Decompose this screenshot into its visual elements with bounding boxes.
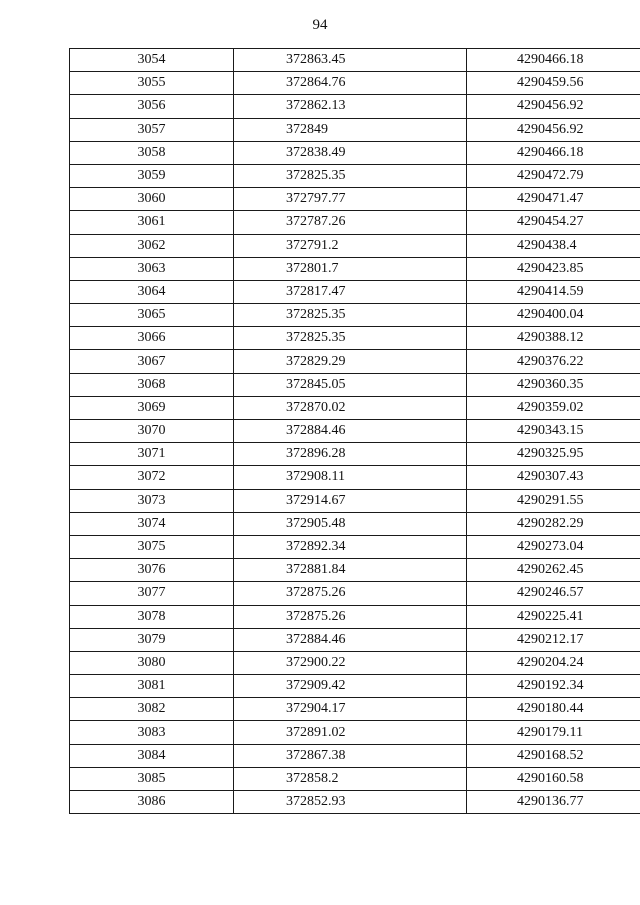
y-coordinate-cell: 4290471.47 (467, 188, 640, 211)
point-number-cell: 3061 (70, 211, 234, 234)
x-coordinate-cell: 372829.29 (234, 350, 467, 373)
table-row (70, 698, 640, 721)
point-number-cell: 3066 (70, 327, 234, 350)
table-row (70, 675, 640, 698)
table-row (70, 420, 640, 443)
point-number-cell: 3068 (70, 373, 234, 396)
point-number-cell: 3079 (70, 628, 234, 651)
y-coordinate-cell: 4290438.4 (467, 234, 640, 257)
point-number-cell: 3054 (70, 49, 234, 72)
point-number-cell: 3055 (70, 72, 234, 95)
y-coordinate-cell: 4290456.92 (467, 95, 640, 118)
point-number-cell: 3083 (70, 721, 234, 744)
x-coordinate-cell: 372884.46 (234, 628, 467, 651)
x-coordinate-cell: 372914.67 (234, 489, 467, 512)
y-coordinate-cell: 4290466.18 (467, 141, 640, 164)
y-coordinate-cell: 4290376.22 (467, 350, 640, 373)
x-coordinate-cell: 372845.05 (234, 373, 467, 396)
point-number-cell: 3077 (70, 582, 234, 605)
x-coordinate-cell: 372858.2 (234, 767, 467, 790)
table-row (70, 628, 640, 651)
y-coordinate-cell: 4290388.12 (467, 327, 640, 350)
y-coordinate-cell: 4290212.17 (467, 628, 640, 651)
table-row (70, 141, 640, 164)
point-number-cell: 3060 (70, 188, 234, 211)
table-row (70, 72, 640, 95)
x-coordinate-cell: 372864.76 (234, 72, 467, 95)
y-coordinate-cell: 4290456.92 (467, 118, 640, 141)
x-coordinate-cell: 372867.38 (234, 744, 467, 767)
x-coordinate-cell: 372825.35 (234, 304, 467, 327)
point-number-cell: 3071 (70, 443, 234, 466)
y-coordinate-cell: 4290400.04 (467, 304, 640, 327)
y-coordinate-cell: 4290343.15 (467, 420, 640, 443)
point-number-cell: 3078 (70, 605, 234, 628)
y-coordinate-cell: 4290179.11 (467, 721, 640, 744)
x-coordinate-cell: 372852.93 (234, 791, 467, 814)
y-coordinate-cell: 4290168.52 (467, 744, 640, 767)
x-coordinate-cell: 372825.35 (234, 164, 467, 187)
x-coordinate-cell: 372908.11 (234, 466, 467, 489)
point-number-cell: 3081 (70, 675, 234, 698)
point-number-cell: 3067 (70, 350, 234, 373)
y-coordinate-cell: 4290360.35 (467, 373, 640, 396)
x-coordinate-cell: 372884.46 (234, 420, 467, 443)
page-number: 94 (312, 17, 328, 33)
coordinate-table (69, 48, 640, 814)
y-coordinate-cell: 4290262.45 (467, 559, 640, 582)
table-row (70, 118, 640, 141)
x-coordinate-cell: 372900.22 (234, 651, 467, 674)
y-coordinate-cell: 4290291.55 (467, 489, 640, 512)
x-coordinate-cell: 372892.34 (234, 535, 467, 558)
table-row (70, 234, 640, 257)
y-coordinate-cell: 4290204.24 (467, 651, 640, 674)
x-coordinate-cell: 372875.26 (234, 605, 467, 628)
table-row (70, 164, 640, 187)
point-number-cell: 3062 (70, 234, 234, 257)
x-coordinate-cell: 372896.28 (234, 443, 467, 466)
x-coordinate-cell: 372909.42 (234, 675, 467, 698)
x-coordinate-cell: 372787.26 (234, 211, 467, 234)
table-row (70, 767, 640, 790)
table-body (70, 49, 640, 814)
x-coordinate-cell: 372891.02 (234, 721, 467, 744)
x-coordinate-cell: 372875.26 (234, 582, 467, 605)
table-row (70, 559, 640, 582)
table-row (70, 257, 640, 280)
y-coordinate-cell: 4290246.57 (467, 582, 640, 605)
point-number-cell: 3075 (70, 535, 234, 558)
y-coordinate-cell: 4290282.29 (467, 512, 640, 535)
x-coordinate-cell: 372791.2 (234, 234, 467, 257)
table-row (70, 512, 640, 535)
y-coordinate-cell: 4290225.41 (467, 605, 640, 628)
table-row (70, 188, 640, 211)
point-number-cell: 3085 (70, 767, 234, 790)
table-row (70, 396, 640, 419)
point-number-cell: 3086 (70, 791, 234, 814)
table-row (70, 211, 640, 234)
table-row (70, 582, 640, 605)
y-coordinate-cell: 4290136.77 (467, 791, 640, 814)
point-number-cell: 3072 (70, 466, 234, 489)
y-coordinate-cell: 4290359.02 (467, 396, 640, 419)
point-number-cell: 3058 (70, 141, 234, 164)
table-row (70, 605, 640, 628)
y-coordinate-cell: 4290423.85 (467, 257, 640, 280)
table-row (70, 95, 640, 118)
point-number-cell: 3073 (70, 489, 234, 512)
y-coordinate-cell: 4290160.58 (467, 767, 640, 790)
point-number-cell: 3070 (70, 420, 234, 443)
table-row (70, 304, 640, 327)
table-row (70, 350, 640, 373)
x-coordinate-cell: 372863.45 (234, 49, 467, 72)
x-coordinate-cell: 372797.77 (234, 188, 467, 211)
table-row (70, 791, 640, 814)
y-coordinate-cell: 4290307.43 (467, 466, 640, 489)
x-coordinate-cell: 372905.48 (234, 512, 467, 535)
x-coordinate-cell: 372849 (234, 118, 467, 141)
table-row (70, 489, 640, 512)
table-row (70, 744, 640, 767)
point-number-cell: 3069 (70, 396, 234, 419)
table-row (70, 280, 640, 303)
x-coordinate-cell: 372838.49 (234, 141, 467, 164)
point-number-cell: 3080 (70, 651, 234, 674)
y-coordinate-cell: 4290180.44 (467, 698, 640, 721)
x-coordinate-cell: 372817.47 (234, 280, 467, 303)
y-coordinate-cell: 4290414.59 (467, 280, 640, 303)
point-number-cell: 3074 (70, 512, 234, 535)
table-row (70, 373, 640, 396)
x-coordinate-cell: 372881.84 (234, 559, 467, 582)
y-coordinate-cell: 4290459.56 (467, 72, 640, 95)
y-coordinate-cell: 4290273.04 (467, 535, 640, 558)
point-number-cell: 3082 (70, 698, 234, 721)
point-number-cell: 3056 (70, 95, 234, 118)
x-coordinate-cell: 372825.35 (234, 327, 467, 350)
y-coordinate-cell: 4290325.95 (467, 443, 640, 466)
point-number-cell: 3076 (70, 559, 234, 582)
y-coordinate-cell: 4290192.34 (467, 675, 640, 698)
table-row (70, 721, 640, 744)
point-number-cell: 3065 (70, 304, 234, 327)
x-coordinate-cell: 372801.7 (234, 257, 467, 280)
table-row (70, 651, 640, 674)
table-row (70, 443, 640, 466)
y-coordinate-cell: 4290472.79 (467, 164, 640, 187)
x-coordinate-cell: 372862.13 (234, 95, 467, 118)
table-row (70, 466, 640, 489)
point-number-cell: 3063 (70, 257, 234, 280)
x-coordinate-cell: 372870.02 (234, 396, 467, 419)
table-row (70, 327, 640, 350)
x-coordinate-cell: 372904.17 (234, 698, 467, 721)
y-coordinate-cell: 4290454.27 (467, 211, 640, 234)
point-number-cell: 3059 (70, 164, 234, 187)
point-number-cell: 3084 (70, 744, 234, 767)
point-number-cell: 3064 (70, 280, 234, 303)
point-number-cell: 3057 (70, 118, 234, 141)
table-row (70, 49, 640, 72)
table-row (70, 535, 640, 558)
y-coordinate-cell: 4290466.18 (467, 49, 640, 72)
